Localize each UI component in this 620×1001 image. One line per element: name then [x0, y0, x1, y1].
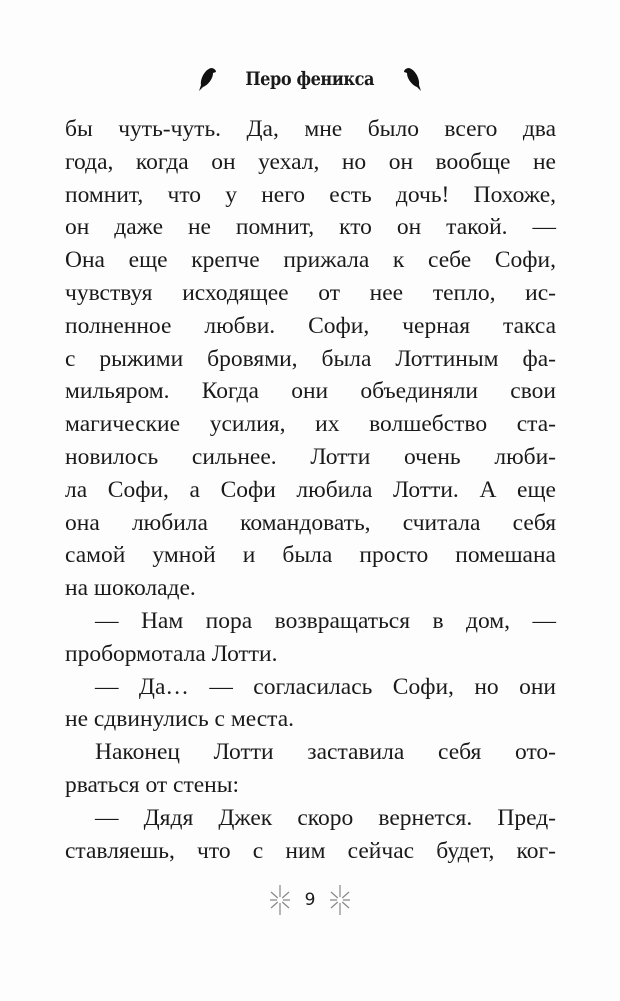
text-line: — Дядя Джек скоро вернется. Пред- [95, 804, 556, 831]
text-line: — Да… — согласилась Софи, но они [95, 673, 556, 700]
text-line: ла Софи, а Софи любила Лотти. А еще [65, 476, 556, 503]
page-body-text [65, 113, 556, 867]
text-line: рваться от стены: [65, 771, 240, 798]
page-number: 9 [304, 890, 316, 910]
bird-icon [402, 66, 424, 92]
text-line: мильяром. Когда они объединяли свои [65, 378, 556, 405]
text-line: на шоколаде. [65, 575, 196, 602]
page-footer [0, 884, 620, 916]
text-line: с рыжими бровями, была Лоттиным фа- [65, 345, 556, 372]
text-line: Наконец Лотти заставила себя ото- [95, 739, 556, 766]
bird-icon [196, 66, 218, 92]
text-line: года, когда он уехал, но он вообще не [65, 148, 556, 175]
text-line: самой умной и была просто помешана [65, 542, 556, 569]
star-ornament-icon [269, 884, 291, 916]
text-line: — Нам пора возвращаться в дом, — [95, 607, 556, 634]
text-line: полненное любви. Софи, черная такса [65, 312, 556, 339]
text-line: не сдвинулись с места. [65, 706, 295, 733]
running-header [0, 66, 620, 92]
text-line: магические усилия, их волшебство ста- [65, 411, 556, 438]
book-title: Перо феникса [245, 68, 375, 90]
text-line: пробормотала Лотти. [65, 640, 278, 667]
text-line: новилось сильнее. Лотти очень люби- [65, 443, 556, 470]
text-line: помнит, что у него есть дочь! Похоже, [65, 181, 556, 208]
text-line: чувствуя исходящее от нее тепло, ис- [65, 279, 556, 306]
text-line: бы чуть-чуть. Да, мне было всего два [65, 116, 556, 142]
text-line: он даже не помнит, кто он такой. — [65, 214, 556, 241]
star-ornament-icon [329, 884, 351, 916]
text-line: Она еще крепче прижала к себе Софи, [65, 247, 556, 274]
text-line: она любила командовать, считала себя [65, 509, 556, 536]
text-line: ставляешь, что с ним сейчас будет, ког- [65, 837, 556, 864]
